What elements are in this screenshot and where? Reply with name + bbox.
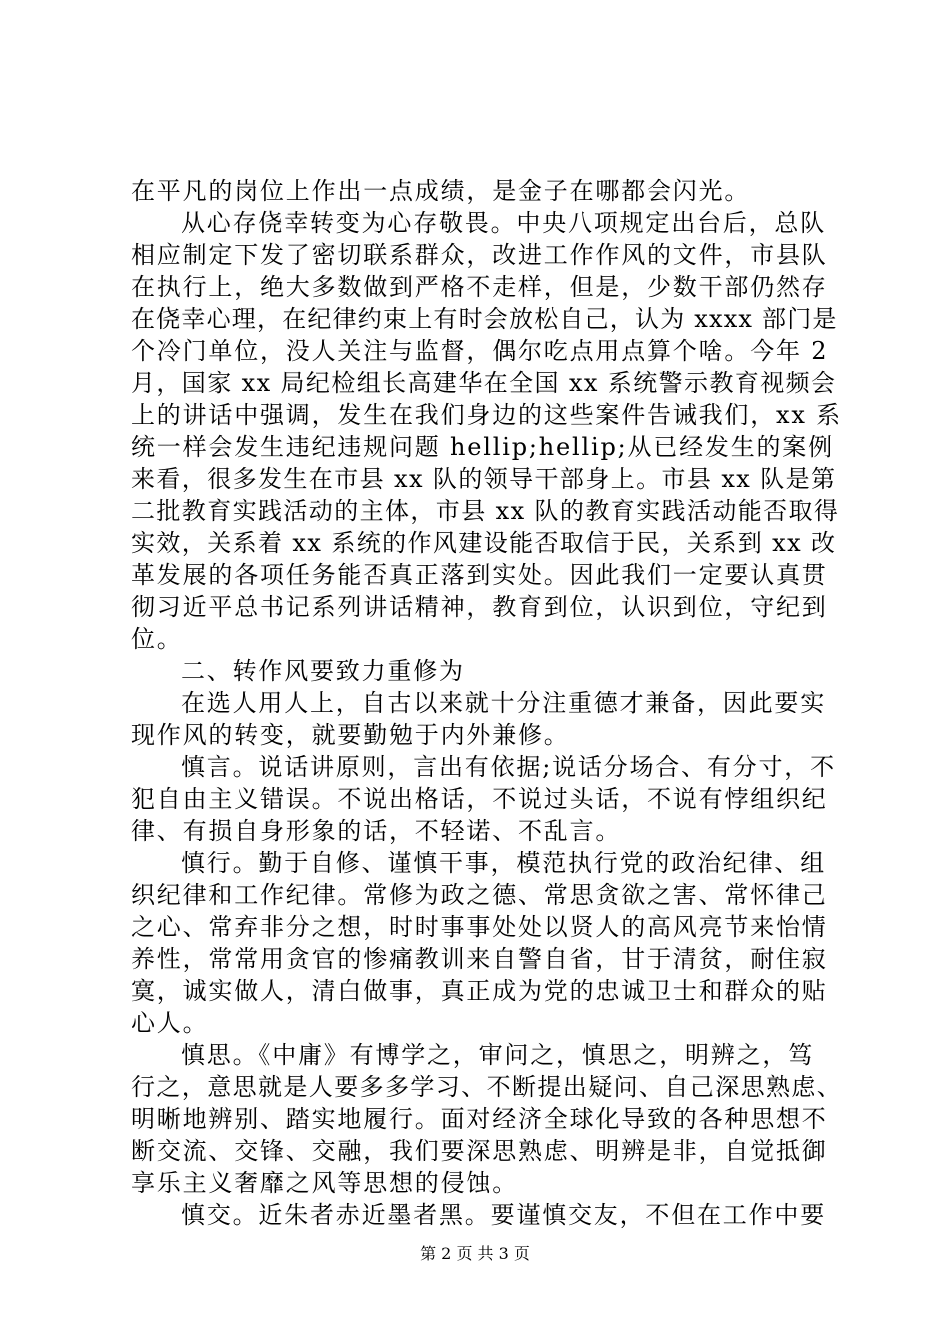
text-line: 寞，诚实做人，清白做事，真正成为党的忠诚卫士和群众的贴 [131, 977, 828, 1005]
text-line: 相应制定下发了密切联系群众，改进工作作风的文件，市县队 [131, 241, 828, 269]
paragraph-first-line: 慎行。勤于自修、谨慎干事，模范执行党的政治纪律、组 [181, 849, 826, 877]
text-line: 犯自由主义错误。不说出格话，不说过头话，不说有悖组织纪 [131, 785, 828, 813]
section-heading: 二、转作风要致力重修为 [181, 657, 465, 685]
text-line: 上的讲话中强调，发生在我们身边的这些案件告诫我们，xx 系 [131, 401, 842, 429]
paragraph-first-line: 慎言。说话讲原则，言出有依据;说话分场合、有分寸，不 [181, 753, 836, 781]
text-line: 来看，很多发生在市县 xx 队的领导干部身上。市县 xx 队是第 [131, 465, 837, 493]
text-line: 织纪律和工作纪律。常修为政之德、常思贪欲之害、常怀律己 [131, 881, 828, 909]
text-line: 行之，意思就是人要多多学习、不断提出疑问、自己深思熟虑、 [131, 1073, 843, 1101]
text-line: 养性，常常用贪官的惨痛教训来自警自省，甘于清贫，耐住寂 [131, 945, 828, 973]
text-line: 现作风的转变，就要勤勉于内外兼修。 [131, 721, 570, 749]
text-line: 明晰地辨别、踏实地履行。面对经济全球化导致的各种思想不 [131, 1105, 828, 1133]
text-line: 律、有损自身形象的话，不轻诺、不乱言。 [131, 817, 622, 845]
text-line: 月，国家 xx 局纪检组长高建华在全国 xx 系统警示教育视频会 [131, 369, 837, 397]
text-line: 在执行上，绝大多数做到严格不走样，但是，少数干部仍然存 [131, 273, 828, 301]
text-line: 在平凡的岗位上作出一点成绩，是金子在哪都会闪光。 [131, 177, 751, 205]
paragraph-first-line: 慎交。近朱者赤近墨者黑。要谨慎交友，不但在工作中要 [181, 1201, 826, 1229]
paragraph-first-line: 慎思。《中庸》有博学之，审问之，慎思之，明辨之，笃 [181, 1041, 814, 1069]
text-line: 二批教育实践活动的主体，市县 xx 队的教育实践活动能否取得 [131, 497, 840, 525]
text-line: 个冷门单位，没人关注与监督，偶尔吃点用点算个啥。今年 2 [131, 337, 829, 365]
text-line: 享乐主义奢靡之风等思想的侵蚀。 [131, 1169, 518, 1197]
text-line: 实效，关系着 xx 系统的作风建设能否取信于民，关系到 xx 改 [131, 529, 837, 557]
paragraph-first-line: 在选人用人上，自古以来就十分注重德才兼备，因此要实 [181, 689, 826, 717]
text-line: 彻习近平总书记系列讲话精神，教育到位，认识到位，守纪到 [131, 593, 828, 621]
text-line: 革发展的各项任务能否真正落到实处。因此我们一定要认真贯 [131, 561, 828, 589]
text-line: 统一样会发生违纪违规问题 hellip;hellip;从已经发生的案例 [131, 433, 834, 461]
text-line: 断交流、交锋、交融，我们要深思熟虑、明辨是非，自觉抵御 [131, 1137, 828, 1165]
text-line: 在侥幸心理，在纪律约束上有时会放松自己，认为 xxxx 部门是 [131, 305, 838, 333]
text-line: 心人。 [131, 1009, 209, 1037]
text-line: 位。 [131, 625, 183, 653]
text-line: 之心、常弃非分之想，时时事事处处以贤人的高风亮节来怡情 [131, 913, 828, 941]
paragraph-first-line: 从心存侥幸转变为心存敬畏。中央八项规定出台后，总队 [181, 209, 826, 237]
page-number-footer: 第 2 页 共 3 页 [420, 1244, 530, 1263]
